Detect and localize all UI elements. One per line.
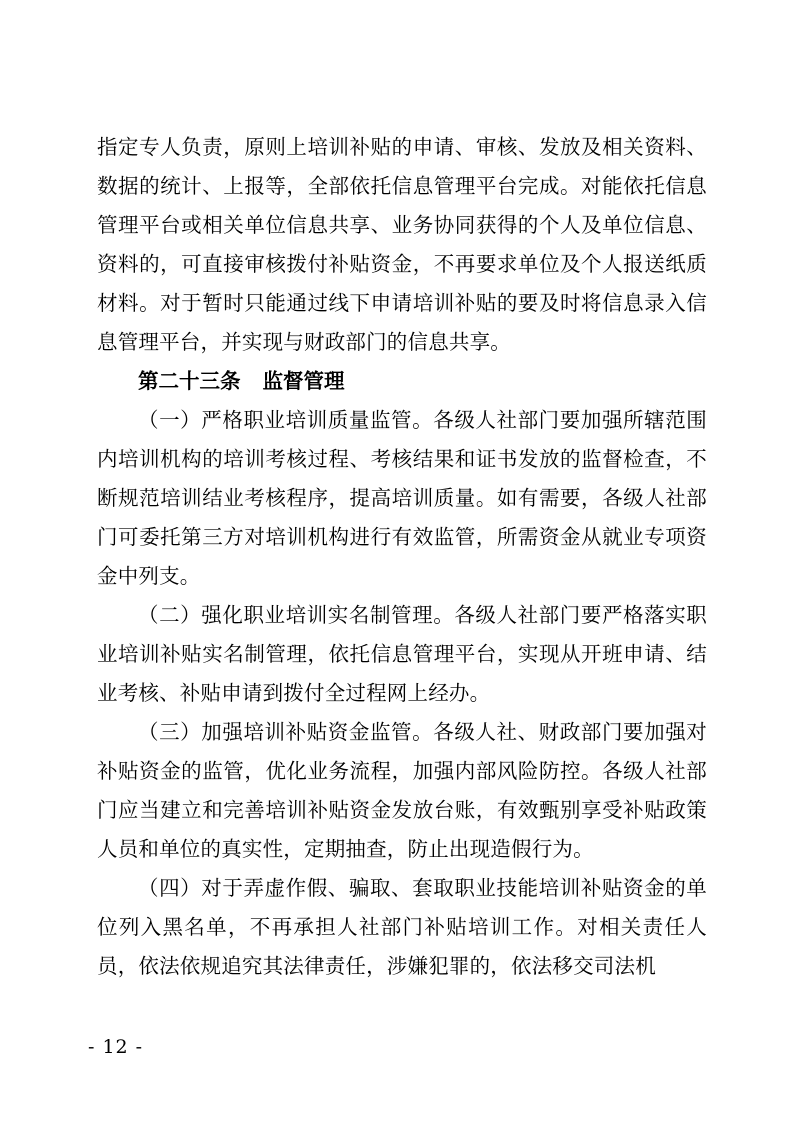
paragraph-item-4: （四）对于弄虚作假、骗取、套取职业技能培训补贴资金的单位列入黑名单，不再承担人社部门补贴培训工作。对相关责任人员，依法依规追究其法律责任，涉嫌犯罪的，依法移交司法机 bbox=[97, 876, 707, 978]
paragraph-continuation: 指定专人负责，原则上培训补贴的申请、审核、发放及相关资料、数据的统计、上报等，全部依托信息管理平台完成。对能依托信息管理平台或相关单位信息共享、业务协同获得的个人及单位信息、资料的，可直接审核拨付补贴资金，不再要求单位及个人报送纸质材料。对于暂时只能通过线下申请培训补贴的要及时将信息录入信息管理平台，并实现与财政部门的信息共享。 bbox=[97, 135, 707, 354]
paragraph-item-3: （三）加强培训补贴资金监管。各级人社、财政部门要加强对补贴资金的监管，优化业务流程，加强内部风险防控。各级人社部门应当建立和完善培训补贴资金发放台账，有效甄别享受补贴政策人员和单位的真实性，定期抽查，防止出现造假行为。 bbox=[97, 720, 707, 861]
paragraph-item-1: （一）严格职业培训质量监管。各级人社部门要加强所辖范围内培训机构的培训考核过程、考核结果和证书发放的监督检查，不断规范培训结业考核程序，提高培训质量。如有需要，各级人社部门可委托第三方对培训机构进行有效监管，所需资金从就业专项资金中列支。 bbox=[97, 408, 707, 588]
page-number: - 12 - bbox=[88, 1036, 144, 1058]
section-number: 第二十三条 bbox=[138, 369, 241, 393]
section-heading bbox=[97, 362, 707, 401]
section-title: 监督管理 bbox=[262, 369, 345, 393]
page-content bbox=[97, 128, 707, 986]
paragraph-item-2: （二）强化职业培训实名制管理。各级人社部门要严格落实职业培训补贴实名制管理，依托信息管理平台，实现从开班申请、结业考核、补贴申请到拨付全过程网上经办。 bbox=[97, 603, 707, 705]
